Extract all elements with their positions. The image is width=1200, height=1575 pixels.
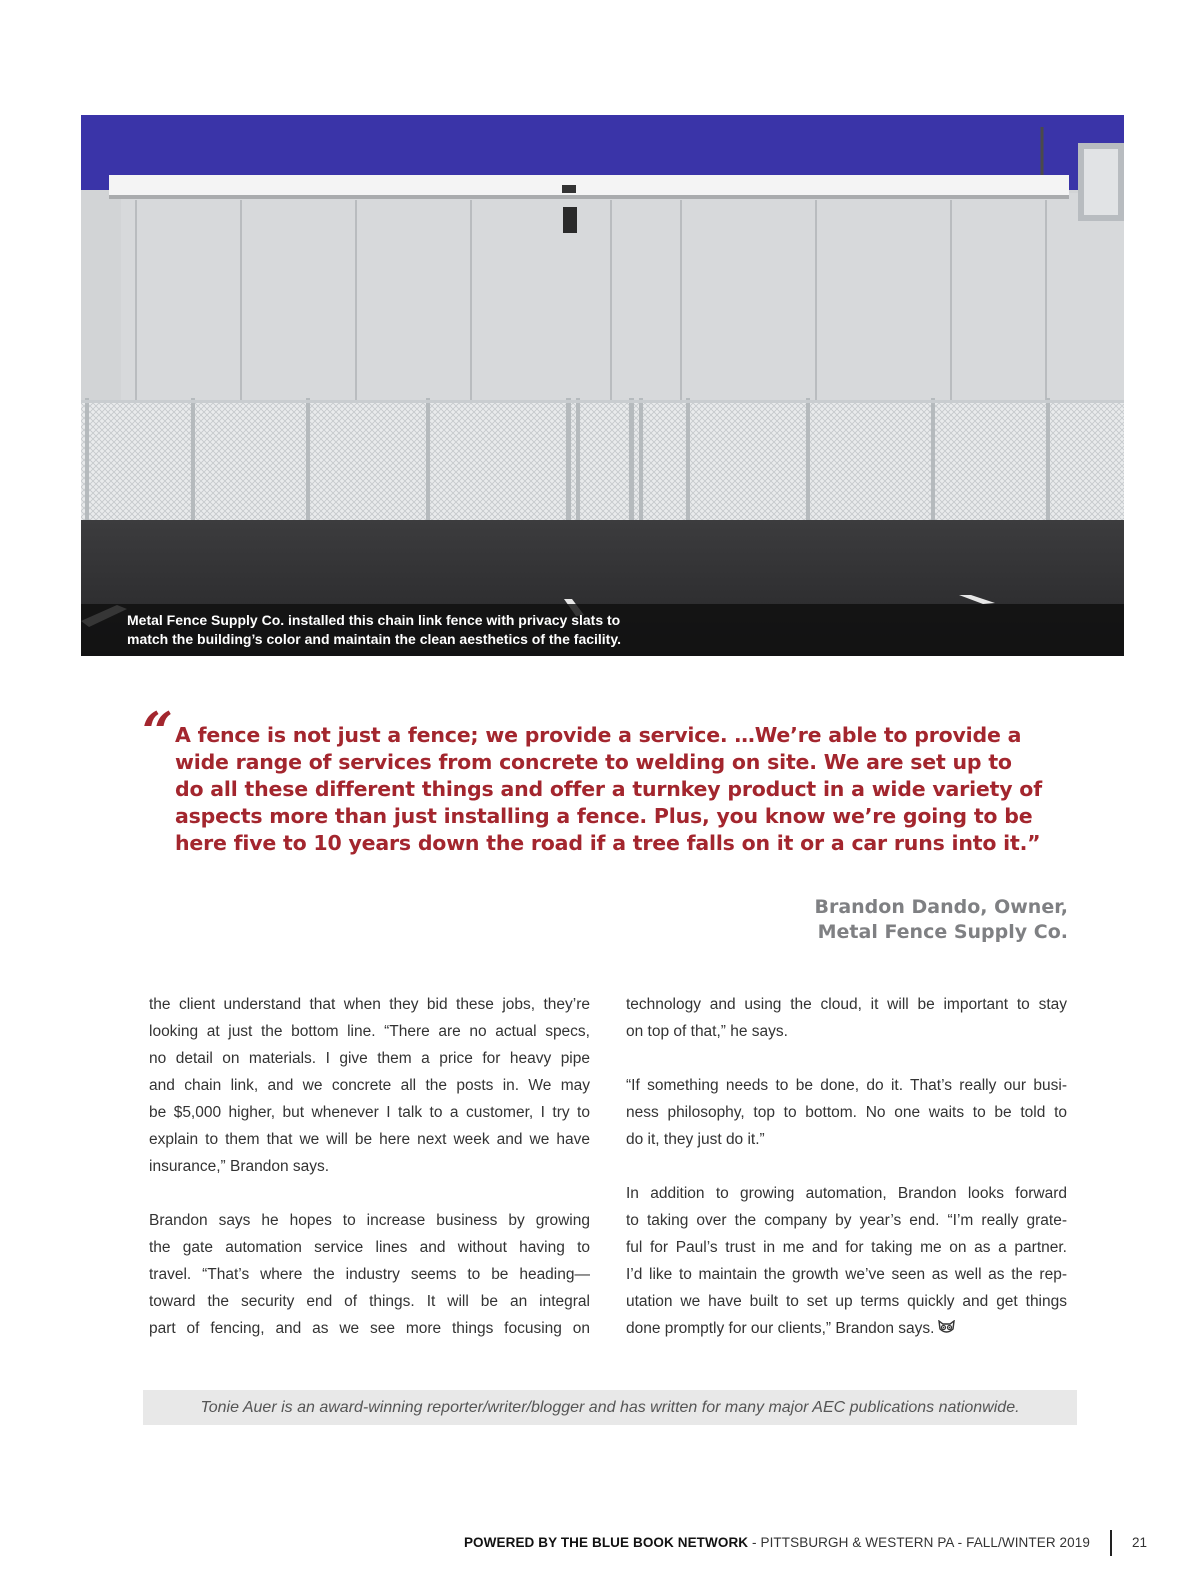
text-line: do it, they just do it.”: [626, 1131, 765, 1148]
quote-attribution: [814, 895, 1068, 945]
caption-line: match the building’s color and maintain the clean aesthetics of the facility.: [127, 631, 621, 647]
caption-line: Metal Fence Supply Co. installed this chain link fence with privacy slats to: [127, 612, 621, 628]
text-line: insurance,” Brandon says.: [149, 1158, 330, 1175]
text-line: ful for Paul’s trust in me and for taking me on as a partner.: [626, 1239, 1067, 1256]
text-line: and chain link, and we concrete all the posts in. We may: [149, 1077, 590, 1094]
text-line: I’d like to maintain the growth we’ve seen as well as the rep-: [626, 1266, 1067, 1283]
page-footer: [464, 1535, 1090, 1550]
text-line: no detail on materials. I give them a price for heavy pipe: [149, 1050, 590, 1067]
chain-link-fence-photo: [81, 115, 1124, 656]
author-bio: Tonie Auer is an award-winning reporter/writer/blogger and has written for many major AEC publications nationwide.: [143, 1390, 1077, 1425]
text-line: be $5,000 higher, but whenever I talk to a customer, I try to: [149, 1104, 590, 1121]
text-line: ness philosophy, top to bottom. No one waits to be told to: [626, 1104, 1067, 1121]
paragraph: [149, 991, 590, 1180]
text-line: the client understand that when they bid these jobs, they’re: [149, 996, 590, 1013]
pull-quote-line: here five to 10 years down the road if a tree falls on it or a car runs into it.”: [175, 831, 1041, 855]
paragraph: [149, 1207, 590, 1342]
wall-light: [562, 185, 576, 193]
pull-quote-line: aspects more than just installing a fence. Plus, you know we’re going to be: [175, 804, 1033, 828]
text-line: the gate automation service lines and without having to: [149, 1239, 590, 1256]
text-line: technology and using the cloud, it will be important to stay: [626, 996, 1067, 1013]
pull-quote: [175, 722, 1075, 857]
chain-link-fence: [81, 400, 1124, 525]
text-line: [626, 1315, 1067, 1344]
article-column-left: [149, 991, 590, 1369]
paragraph: [626, 991, 1067, 1045]
text-line: Brandon says he hopes to increase business by growing: [149, 1212, 590, 1229]
text-line: part of fencing, and as we see more things focusing on: [149, 1320, 590, 1337]
pull-quote-line: A fence is not just a fence; we provide a service. …We’re able to provide a: [175, 723, 1022, 747]
text-line-content: done promptly for our clients,” Brandon says.: [626, 1320, 935, 1337]
footer-edition: - PITTSBURGH & WESTERN PA - FALL/WINTER 2019: [748, 1535, 1090, 1550]
text-line: explain to them that we will be here next week and we have: [149, 1131, 590, 1148]
footer-divider: [1110, 1530, 1112, 1556]
text-line: “If something needs to be done, do it. That’s really our busi-: [626, 1077, 1067, 1094]
roof-canopy: [109, 175, 1069, 197]
text-line: to taking over the company by year’s end. “I’m really grate-: [626, 1212, 1067, 1229]
photo-caption: [81, 604, 1124, 656]
attribution-line: Brandon Dando, Owner,: [814, 896, 1068, 918]
page-number: 21: [1132, 1535, 1148, 1550]
article-column-right: [626, 991, 1067, 1371]
pull-quote-line: wide range of services from concrete to welding on site. We are set up to: [175, 750, 1012, 774]
photo-illustration: [81, 115, 1124, 656]
text-line: looking at just the bottom line. “There are no actual specs,: [149, 1023, 590, 1040]
paragraph: [626, 1180, 1067, 1344]
text-line: In addition to growing automation, Brandon looks forward: [626, 1185, 1067, 1202]
text-line: toward the security end of things. It will be an integral: [149, 1293, 590, 1310]
footer-brand: POWERED BY THE BLUE BOOK NETWORK: [463, 1535, 749, 1550]
text-line: travel. “That’s where the industry seems to be heading—: [149, 1266, 590, 1283]
pull-quote-line: do all these different things and offer a turnkey product in a wide variety of: [175, 777, 1042, 801]
text-line: on top of that,” he says.: [626, 1023, 788, 1040]
attribution-line: Metal Fence Supply Co.: [817, 921, 1068, 943]
paragraph: [626, 1072, 1067, 1153]
open-quote-mark: “: [142, 700, 174, 764]
text-line: utation we have built to set up terms quickly and get things: [626, 1293, 1067, 1310]
owl-end-icon: [938, 1317, 955, 1344]
